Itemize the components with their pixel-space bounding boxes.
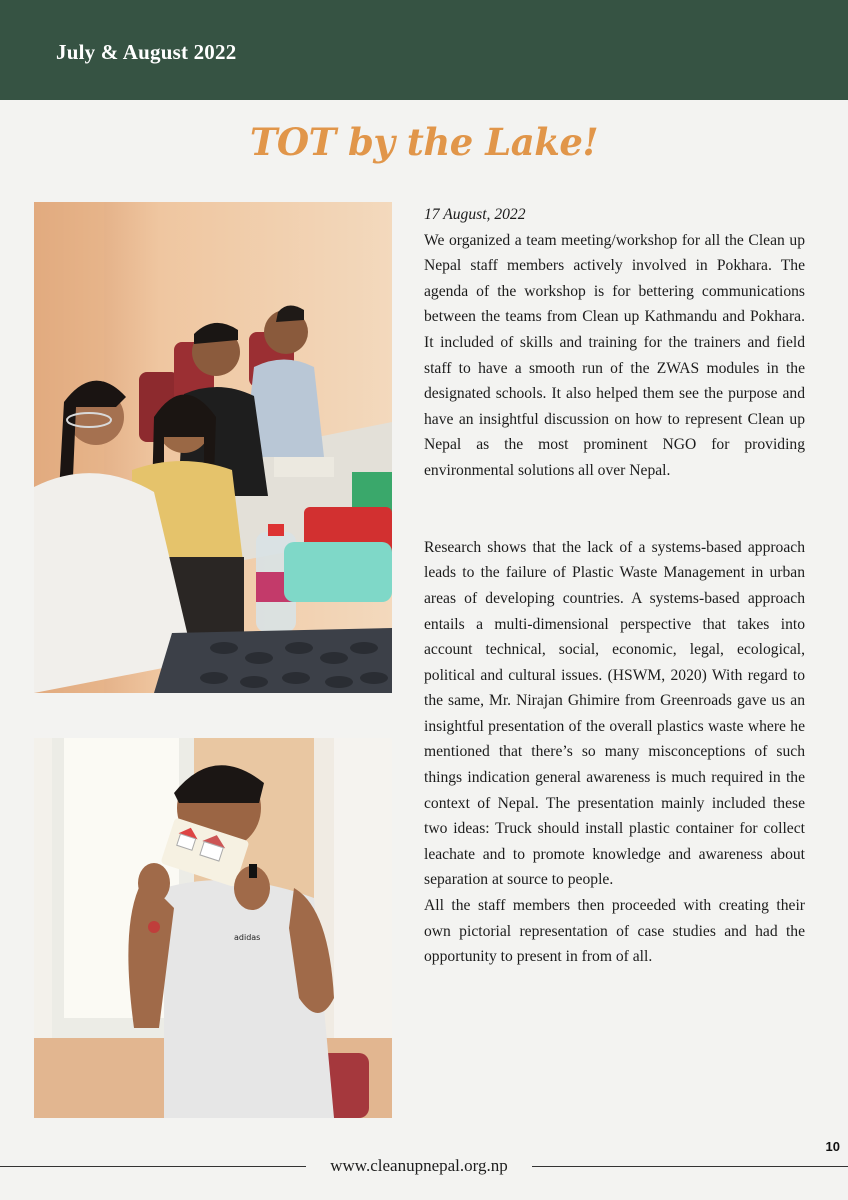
workshop-group-photo [34,202,392,693]
footer-website-link[interactable]: www.cleanupnepal.org.np [330,1156,508,1175]
shirt-logo-text: adidas [234,933,261,942]
article-paragraph-1: We organized a team meeting/workshop for all the Clean up Nepal staff members actively involved in Pokhara. The agenda of the workshop is for bettering communications between the teams from Clean up Kathmandu and Pokhara. It included of skills and training for the trainers and field staff to have a smooth run of the ZWAS modules in the designated schools. It also helped them see the purpose and have an insightful discussion on how to represent Clean up Nepal as the most prominent NGO for providing environmental solutions all over Nepal. [424,231,805,479]
footer-divider-left [0,1166,306,1167]
article-paragraph-3: All the staff members then proceeded with creating their own pictorial representation of case studies and had the opportunity to present in from of all. [424,897,805,966]
header-banner [0,0,848,100]
issue-date: July & August 2022 [56,40,237,64]
presenter-holding-drawing-photo [34,738,392,1118]
page-number: 10 [825,1139,840,1154]
article-date: 17 August, 2022 [424,206,526,223]
page-title: TOT by the Lake! [249,120,599,164]
footer-divider-right [532,1166,848,1167]
article-paragraph-2: Research shows that the lack of a systems-based approach leads to the failure of Plastic Waste Management in urban areas of developing countries. A systems-based approach entails a multi-dimensional perspective that takes into account technical, social, economic, legal, ecological, political and cultural issues. (HSWM, 2020) With regard to the same, Mr. Nirajan Ghimire from Greenroads gave us an insightful presentation of the overall plastics waste where he mentioned that there’s so many misconceptions of such things indication general awareness is much required in the context of Nepal. The presentation mainly included these two ideas: Truck should install plastic container for collect leachate and to promote knowledge and awareness about separation at source to people. [424,538,805,889]
article-body [424,202,805,970]
